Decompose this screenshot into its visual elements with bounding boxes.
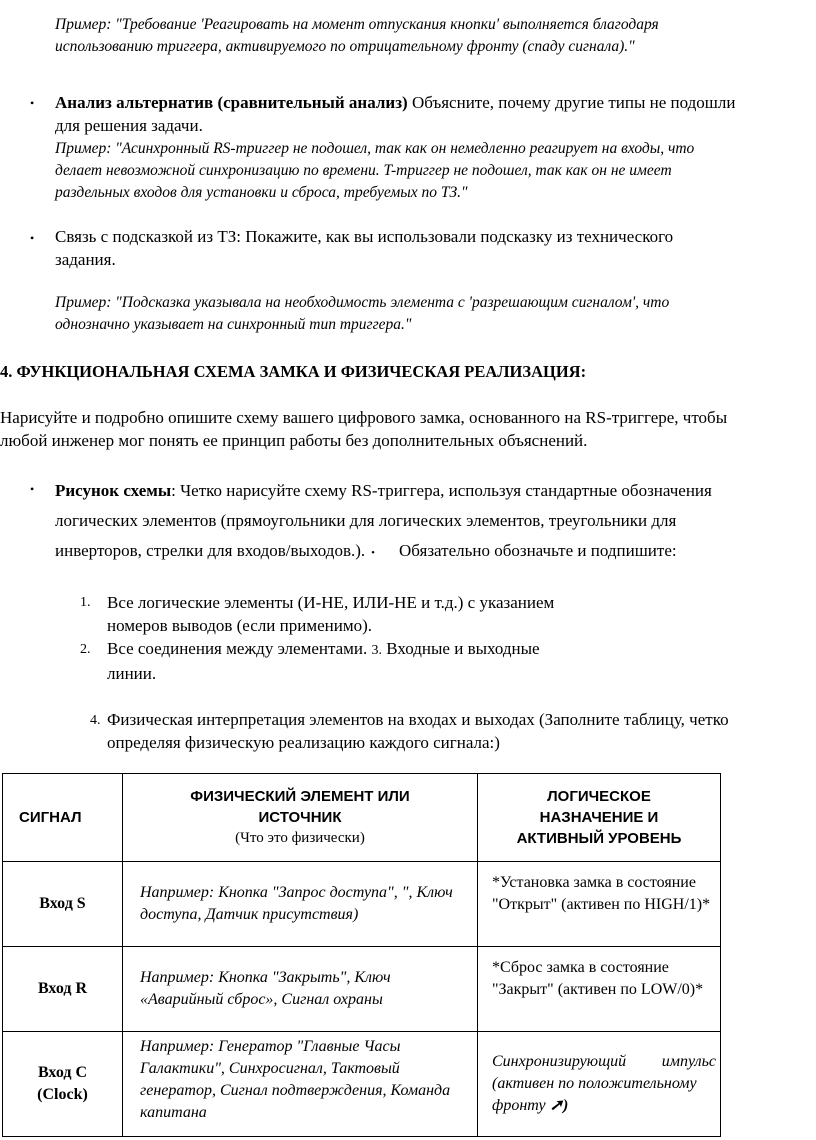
list-number: 3. — [371, 643, 383, 658]
bullet-icon: • — [371, 547, 375, 559]
bullet-icon: • — [30, 231, 35, 245]
signal-label: Вход C — [37, 1064, 88, 1081]
signal-label: (Clock) — [37, 1086, 88, 1103]
table-row — [3, 1032, 721, 1137]
physical-cell: Например: Генератор "Главные Часы Галактики", Синхросигнал, Тактовый генератор, Сигнал подтверждения, Команда капитана — [123, 1032, 478, 1137]
header-subtext: (Что это физически) — [235, 830, 365, 846]
list-item — [107, 708, 729, 754]
list-item-text: Входные и выходные — [386, 639, 540, 658]
drawing-text: логических элементов (прямоугольники для логических элементов, треугольники для — [55, 511, 677, 530]
example-line: делает невозможной синхронизацию по времени. T-триггер не подошел, так как он не имеет — [55, 162, 672, 179]
drawing-text: инверторов, стрелки для входов/выходов.). — [55, 541, 366, 560]
header-text: ИСТОЧНИК — [258, 809, 342, 826]
list-item-text: Все логические элементы (И-НЕ, ИЛИ-НЕ и т.д.) с указанием — [107, 593, 555, 612]
header-logical — [478, 774, 721, 862]
drawing-text: : Четко нарисуйте схему RS-триггера, используя стандартные обозначения — [171, 481, 712, 500]
list-number: 4. — [90, 713, 101, 728]
hint-text: задания. — [55, 250, 116, 269]
intro-example-line: использованию триггера, активируемого по отрицательному фронту (спаду сигнала)." — [55, 38, 635, 55]
header-text: ФИЗИЧЕСКИЙ ЭЛЕМЕНТ ИЛИ — [190, 788, 410, 805]
list-item — [107, 637, 540, 685]
table-header-row — [3, 774, 721, 862]
list-item-text: определяя физическую реализацию каждого сигнала:) — [107, 733, 500, 752]
logical-text: импульс — [661, 1053, 716, 1070]
intro-example — [55, 14, 659, 58]
bullet-icon: • — [30, 96, 35, 110]
drawing-text: Обязательно обозначьте и подпишите: — [399, 541, 677, 560]
example-line: раздельных входов для установки и сброса, требуемых по ТЗ." — [55, 184, 468, 201]
hint-paragraph — [55, 225, 673, 271]
table-row — [3, 862, 721, 947]
logical-text: фронту — [492, 1097, 546, 1114]
signal-cell — [3, 947, 123, 1032]
signals-table — [2, 773, 721, 1137]
list-item-text: Физическая интерпретация элементов на входах и выходах (Заполните таблицу, четко — [107, 710, 729, 729]
example-line: однозначно указывает на синхронный тип триггера." — [55, 316, 412, 333]
header-physical — [123, 774, 478, 862]
signal-cell — [3, 1032, 123, 1137]
hint-text: Связь с подсказкой из ТЗ: Покажите, как вы использовали подсказку из технического — [55, 227, 674, 246]
logical-text: Синхронизирующий — [492, 1053, 627, 1070]
list-item-text: Все соединения между элементами. — [107, 639, 368, 658]
section-intro-line: любой инженер мог понять ее принцип работы без дополнительных объяснений. — [0, 431, 588, 450]
hint-example — [55, 292, 669, 336]
drawing-paragraph — [55, 476, 795, 568]
logical-cell — [478, 1032, 721, 1137]
alternatives-title: Анализ альтернатив (сравнительный анализ) — [55, 93, 408, 112]
physical-cell: Например: Кнопка "Закрыть", Ключ «Аварийный сброс», Сигнал охраны — [123, 947, 478, 1032]
alternatives-paragraph — [55, 91, 735, 137]
arrow-icon: ➚) — [549, 1097, 569, 1114]
drawing-title: Рисунок схемы — [55, 481, 172, 500]
header-text: АКТИВНЫЙ УРОВЕНЬ — [516, 830, 682, 847]
section-intro-line: Нарисуйте и подробно опишите схему вашего цифрового замка, основанного на RS-триггере, чтобы — [0, 408, 728, 427]
intro-example-line: Пример: "Требование 'Реагировать на момент отпускания кнопки' выполняется благодаря — [55, 16, 659, 33]
list-number: 2. — [80, 642, 91, 657]
logical-cell: *Сброс замка в состояние "Закрыт" (активен по LOW/0)* — [478, 947, 721, 1032]
example-line: Пример: "Подсказка указывала на необходимость элемента с 'разрешающим сигналом', что — [55, 294, 670, 311]
list-item-text: линии. — [107, 664, 157, 683]
section-heading: 4. ФУНКЦИОНАЛЬНАЯ СХЕМА ЗАМКА И ФИЗИЧЕСКАЯ РЕАЛИЗАЦИЯ: — [0, 362, 587, 381]
alternatives-text: для решения задачи. — [55, 116, 203, 135]
signal-label: Вход R — [37, 980, 88, 997]
section-intro — [0, 406, 727, 452]
header-text: ЛОГИЧЕСКОЕ — [547, 788, 651, 805]
list-item-text: номеров выводов (если применимо). — [107, 616, 373, 635]
physical-cell: Например: Кнопка "Запрос доступа", ", Ключ доступа, Датчик присутствия) — [123, 862, 478, 947]
table-row — [3, 947, 721, 1032]
header-signal: СИГНАЛ — [3, 774, 123, 862]
alternatives-example — [55, 138, 694, 204]
example-line: Пример: "Асинхронный RS-триггер не подошел, так как он немедленно реагирует на входы, что — [55, 140, 695, 157]
list-item — [107, 591, 554, 637]
logical-text: (активен по положительному — [492, 1075, 697, 1092]
alternatives-text: Объясните, почему другие типы не подошли — [407, 93, 736, 112]
bullet-icon: • — [30, 482, 35, 496]
list-number: 1. — [80, 595, 91, 610]
signal-cell — [3, 862, 123, 947]
header-text: НАЗНАЧЕНИЕ И — [539, 809, 659, 826]
signal-label: Вход S — [39, 895, 86, 912]
logical-cell: *Установка замка в состояние "Открыт" (активен по HIGH/1)* — [478, 862, 721, 947]
